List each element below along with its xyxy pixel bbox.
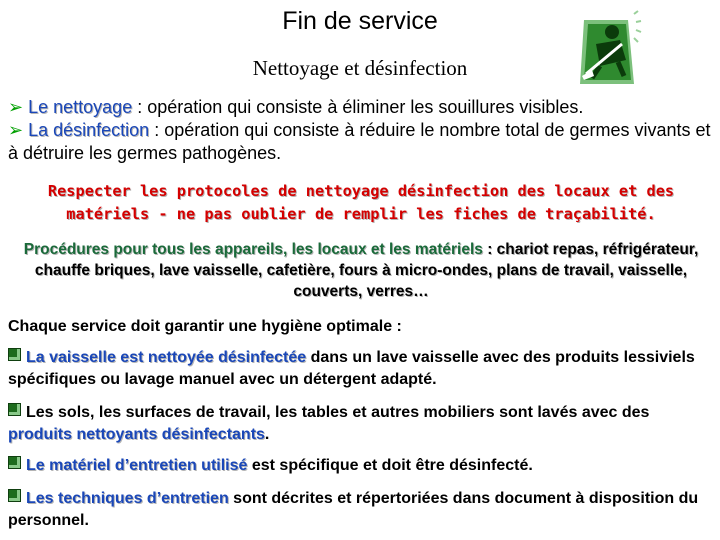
item-text: sont décrites et répertoriées dans document à disposition du personnel.	[8, 490, 699, 529]
checkbox-bullet-icon	[8, 348, 21, 361]
list-item	[8, 488, 716, 532]
page-title: Fin de service	[282, 7, 438, 35]
definition-term: La désinfection	[28, 120, 150, 140]
definitions	[8, 96, 714, 165]
list-item	[8, 347, 716, 391]
definition-nettoyage	[8, 96, 714, 119]
item-text: .	[264, 426, 270, 443]
item-text: dans un lave vaisselle avec des produits lessiviels spécifiques ou lavage manuel avec un détergent adapté.	[8, 349, 695, 388]
checkbox-bullet-icon	[8, 456, 21, 469]
item-highlight: Le matériel d’entretien utilisé	[26, 457, 248, 474]
definition-text: : opération qui consiste à éliminer les souillures visibles.	[132, 97, 584, 117]
checkbox-bullet-icon	[8, 403, 21, 416]
arrow-bullet-icon: ➢	[8, 120, 24, 140]
definition-term: Le nettoyage	[28, 97, 133, 117]
definition-text: : opération qui consiste à réduire le nombre total de germes vivants et à détruire les germes pathogènes.	[8, 120, 711, 163]
item-highlight: La vaisselle est nettoyée désinfectée	[26, 349, 307, 366]
checkbox-bullet-icon	[8, 489, 21, 502]
list-item	[8, 455, 716, 477]
intro-text: Chaque service doit garantir une hygiène optimale :	[8, 318, 402, 335]
item-highlight: produits nettoyants désinfectants	[8, 426, 265, 443]
procedures-paragraph	[6, 239, 716, 302]
item-text: est spécifique et doit être désinfecté.	[247, 457, 533, 474]
item-highlight: Les techniques d’entretien	[26, 490, 229, 507]
list-item	[8, 402, 716, 446]
subtitle: Nettoyage et désinfection	[252, 56, 468, 80]
procedures-label: Procédures pour tous les appareils, les locaux et les matériels	[23, 241, 483, 258]
procedures-text: : chariot repas, réfrigérateur, chauffe briques, lave vaisselle, cafetière, fours à micro-ondes, plans de travail, vaisselle, couverts, verres…	[34, 241, 699, 300]
definition-desinfection	[8, 119, 714, 165]
warning-text: Respecter les protocoles de nettoyage désinfection des locaux et des matériels - ne pas oublier de remplir les fiches de traçabilité.	[47, 182, 675, 223]
arrow-bullet-icon: ➢	[8, 97, 24, 117]
item-text: Les sols, les surfaces de travail, les tables et autres mobiliers sont lavés avec des	[26, 404, 650, 421]
